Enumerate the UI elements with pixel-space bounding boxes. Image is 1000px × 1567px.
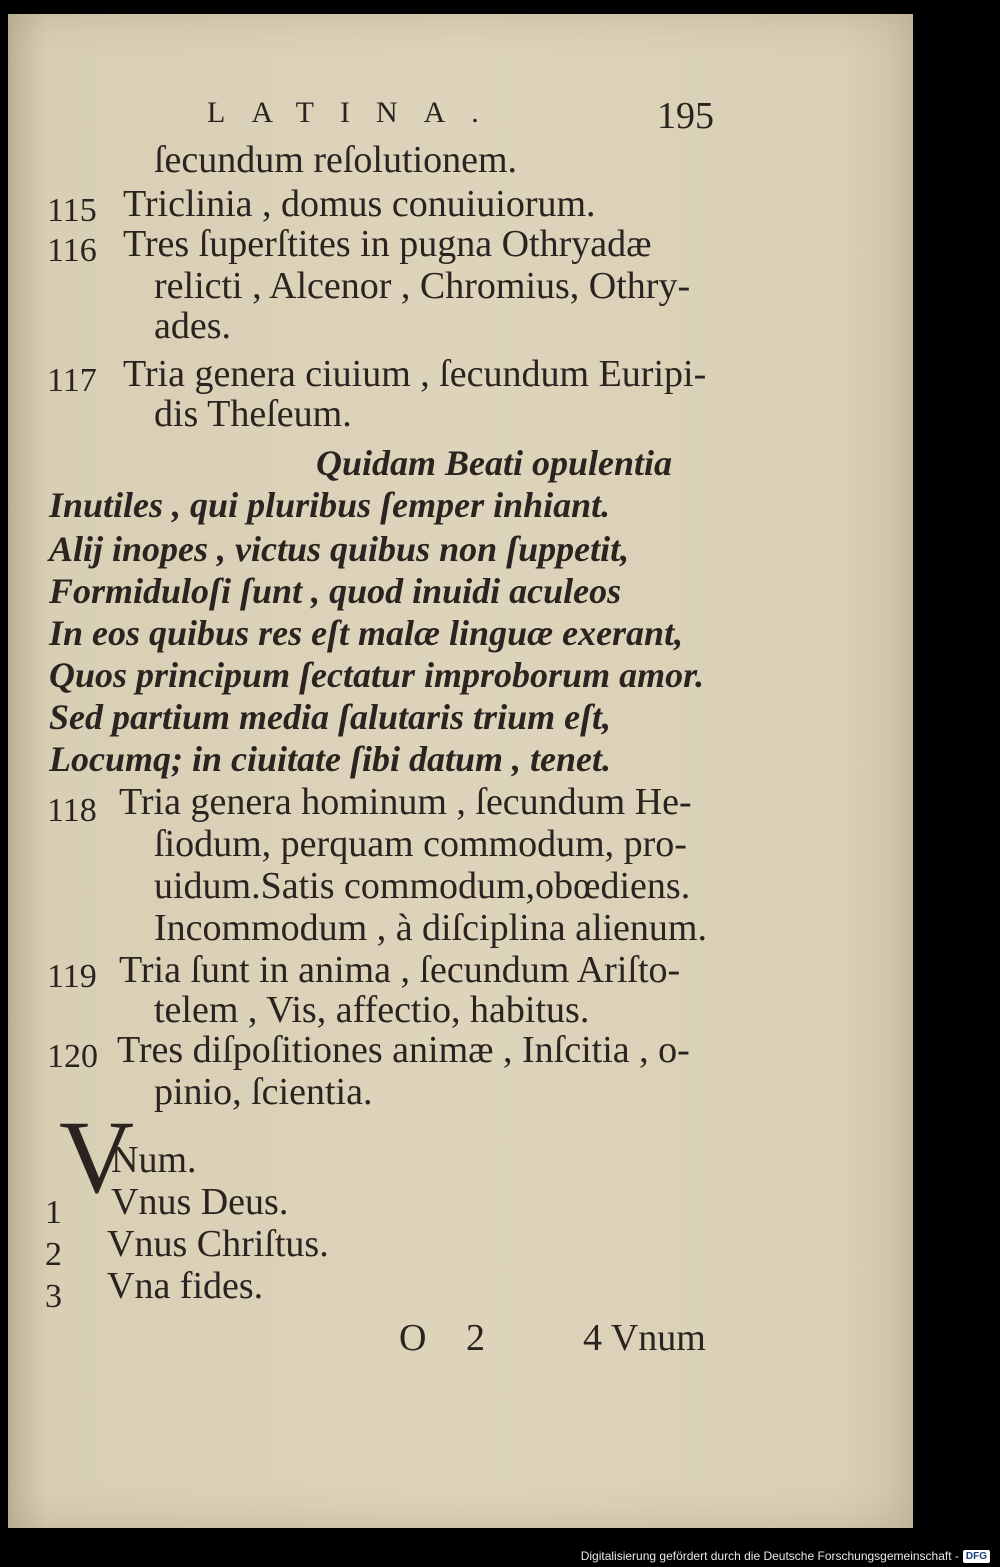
- page-number: 195: [657, 95, 714, 137]
- text-line: Vna fides.: [107, 1265, 264, 1307]
- text-line: Incommodum , à diſciplina alienum.: [154, 907, 707, 949]
- text-line: Tres ſuperſtites in pugna Othryadæ: [123, 223, 652, 265]
- text-line: ſiodum, perquam commodum, pro-: [154, 823, 687, 865]
- verse-line: Sed partium media ſalutaris trium eſt,: [49, 697, 612, 737]
- entry-number: 120: [47, 1038, 98, 1075]
- section-heading: Num.: [111, 1139, 197, 1181]
- text-line: ades.: [154, 305, 232, 347]
- verse-line: Alij inopes , victus quibus non ſuppetit,: [49, 529, 630, 569]
- verse-line: Formiduloſi ſunt , quod inuidi aculeos: [49, 571, 622, 611]
- entry-number: 119: [47, 958, 97, 995]
- text-line: dis Theſeum.: [154, 393, 352, 435]
- drop-cap: V: [59, 1100, 135, 1215]
- entry-number: 3: [45, 1278, 62, 1315]
- catchword: 4 Vnum: [583, 1317, 706, 1359]
- text-line: ſecundum reſolutionem.: [154, 139, 518, 181]
- text-line: relicti , Alcenor , Chromius, Othry-: [154, 265, 691, 307]
- verse-line: In eos quibus res eſt malæ linguæ exerant,: [49, 613, 684, 653]
- entry-number: 1: [45, 1194, 62, 1231]
- entry-number: 115: [47, 192, 97, 229]
- text-line: Tria ſunt in anima , ſecundum Ariſto-: [119, 949, 681, 991]
- text-line: uidum.Satis commodum,obœdiens.: [154, 865, 691, 907]
- text-line: telem , Vis, affectio, habitus.: [154, 989, 590, 1031]
- dfg-logo-icon: DFG: [963, 1550, 990, 1563]
- entry-number: 116: [47, 232, 97, 269]
- book-page: [8, 14, 913, 1528]
- text-line: Vnus Chriſtus.: [107, 1223, 329, 1265]
- entry-number: 2: [45, 1236, 62, 1273]
- digitization-credit: [581, 1549, 990, 1563]
- running-head: LATINA.: [207, 96, 505, 129]
- credit-text: Digitalisierung gefördert durch die Deutsche Forschungsgemeinschaft -: [580, 1549, 959, 1563]
- verse-line: Locumq; in ciuitate ſibi datum , tenet.: [49, 739, 611, 779]
- entry-number: 117: [47, 362, 97, 399]
- verse-line: Quos principum ſectatur improborum amor.: [49, 655, 705, 695]
- text-line: Triclinia , domus conuiuiorum.: [123, 183, 596, 225]
- text-line: Tria genera hominum , ſecundum He-: [119, 781, 692, 823]
- verse-line: Inutiles , qui pluribus ſemper inhiant.: [49, 485, 611, 525]
- text-line: Vnus Deus.: [111, 1181, 289, 1223]
- text-line: Tria genera ciuium , ſecundum Euripi-: [123, 353, 707, 395]
- text-line: Tres diſpoſitiones animæ , Inſcitia , o-: [117, 1029, 690, 1071]
- entry-number: 118: [47, 792, 97, 829]
- signature-mark: O 2: [399, 1317, 485, 1359]
- text-line: pinio, ſcientia.: [154, 1071, 373, 1113]
- verse-line: Quidam Beati opulentia: [316, 443, 673, 483]
